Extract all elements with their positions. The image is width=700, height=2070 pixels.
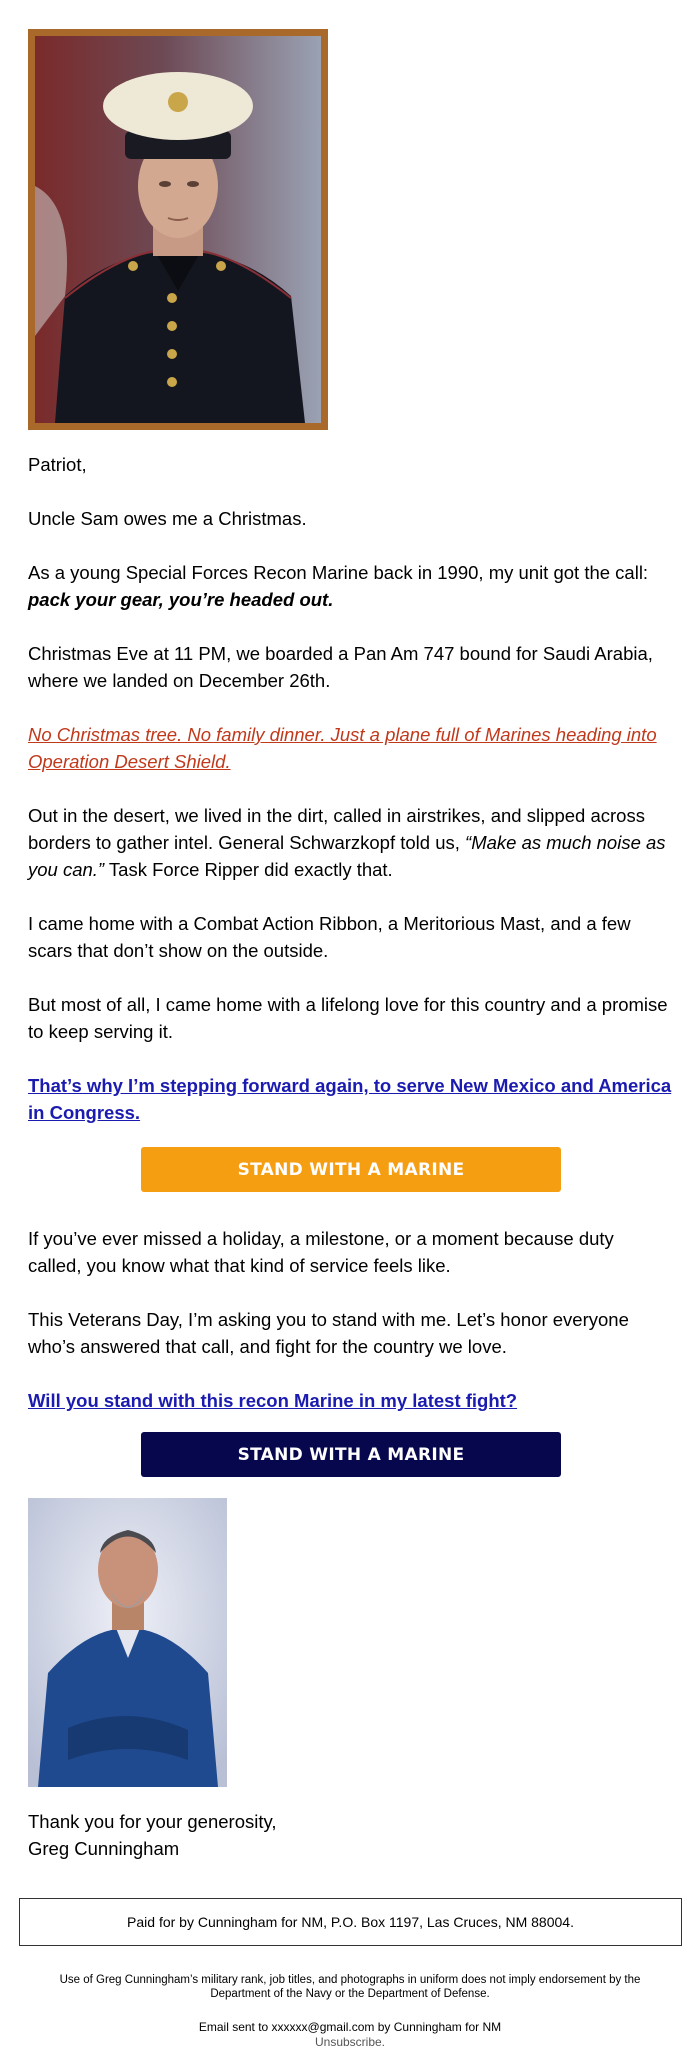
greeting: Patriot, (28, 454, 87, 475)
paragraph-came-home: I came home with a Combat Action Ribbon, a Meritorious Mast, and a few scars that don’t show on the outside. (28, 913, 631, 961)
unsubscribe-link[interactable] (0, 2035, 700, 2049)
disclaimer: Use of Greg Cunningham’s military rank, job titles, and photographs in uniform does not imply endorsement by the Department of the Navy or the Department of Defense. (59, 1974, 641, 2000)
paragraph-missed-holiday: If you’ve ever missed a holiday, a milestone, or a moment because duty called, you know what that kind of service feels like. (28, 1228, 614, 1276)
paragraph-congress (28, 1072, 672, 1126)
paragraph-1990-emphasis: pack your gear, you’re headed out. (28, 589, 334, 610)
paid-for-box (19, 1898, 682, 1946)
signoff: Thank you for your generosity, (28, 1811, 277, 1832)
paragraph-christmas-eve: Christmas Eve at 11 PM, we boarded a Pan Am 747 bound for Saudi Arabia, where we landed on December 26th. (28, 643, 653, 691)
marine-photo (28, 29, 328, 430)
paragraph-desert (28, 802, 672, 883)
email-sent-to: Email sent to xxxxxx@gmail.com by Cunningham for NM (198, 2020, 502, 2034)
signature: Greg Cunningham (28, 1838, 180, 1859)
stand-with-marine-button-2[interactable]: STAND WITH A MARINE (141, 1432, 561, 1477)
candidate-portrait-image (28, 1498, 227, 1787)
candidate-portrait (28, 1498, 227, 1787)
paragraph-1990 (28, 559, 672, 613)
paragraph-desert-tail: Task Force Ripper did exactly that. (104, 859, 393, 880)
paragraph-uncle-sam: Uncle Sam owes me a Christmas. (28, 508, 307, 529)
paid-for-text: Paid for by Cunningham for NM, P.O. Box 1197, Las Cruces, NM 88004. (127, 1914, 574, 1930)
paragraph-veterans-day: This Veterans Day, I’m asking you to stand with me. Let’s honor everyone who’s answered that call, and fight for the country we love. (28, 1309, 629, 1357)
latest-fight-link[interactable]: Will you stand with this recon Marine in my latest fight? (28, 1390, 518, 1411)
marine-photo-image (35, 36, 321, 423)
congress-link[interactable]: That’s why I’m stepping forward again, to serve New Mexico and America in Congress. (28, 1075, 672, 1123)
schwarzkopf-quote: “Make as much noise as you can.” (28, 832, 666, 880)
stand-with-marine-button-1[interactable]: STAND WITH A MARINE (141, 1147, 561, 1192)
paragraph-desert-shield (28, 721, 672, 775)
desert-shield-link[interactable]: No Christmas tree. No family dinner. Just a plane full of Marines heading into Operation Desert Shield. (28, 724, 657, 772)
paragraph-latest-fight (28, 1387, 672, 1414)
paragraph-1990-text: As a young Special Forces Recon Marine back in 1990, my unit got the call: (28, 562, 649, 583)
paragraph-lifelong-love: But most of all, I came home with a lifelong love for this country and a promise to keep serving it. (28, 994, 668, 1042)
paragraph-desert-text: Out in the desert, we lived in the dirt, called in airstrikes, and slipped across borders to gather intel. General Schwarzkopf told us, (28, 805, 645, 853)
unsubscribe-anchor[interactable]: Unsubscribe. (314, 2035, 386, 2049)
